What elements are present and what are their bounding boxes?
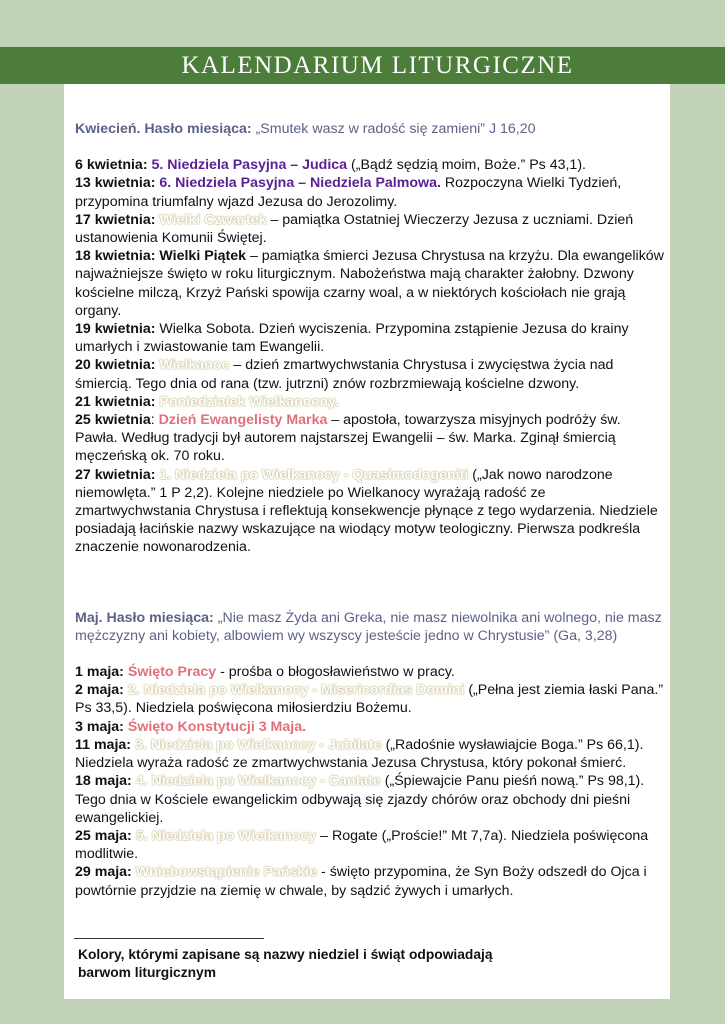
entry-name: 1. Niedziela po Wielkanocy - Quasimodogeniti <box>159 466 469 483</box>
entry-name: 3. Niedziela po Wielkanocy - Jubilate <box>134 736 382 753</box>
entry-text: – pamiątka śmierci Jezusa Chrystusa na krzyżu. Dla ewangelików najważniejsze święto w roku liturgicznym. Nabożeństwa mają charakter żałobny. Dzwony kościelne milczą, Krzyż Pański spowija czarny woal, a w niektórych kościołach nie grają organy. <box>75 248 664 319</box>
entry-text: – dzień zmartwychwstania Chrystusa i zwycięstwa życia nad śmiercią. Tego dnia od rana (tzw. jutrzni) znów rozbrzmiewają kościelne dzwony. <box>75 357 614 392</box>
entry-text: („Radośnie wysławiajcie Boga.” Ps 66,1). Niedziela wyraża radość ze zmartwychwstania Jezusa Chrystusa, który pokonał śmierć. <box>75 736 644 772</box>
entry-date: 27 kwietnia: <box>75 466 156 483</box>
entry-date: 19 kwietnia: <box>75 321 156 338</box>
entry-name: Wielki Piątek <box>159 248 247 265</box>
entry-text: („Śpiewajcie Panu pieśń nową.” Ps 98,1). Tego dnia w Kościele ewangelickim odbywają się zjazdy chórów oraz obchody dni pieśni ewangelickiej. <box>75 773 645 826</box>
entry-text: Wielka Sobota. Dzień wyciszenia. Przypomina zstąpienie Jezusa do krainy umarłych i zwiastowanie tam Ewangelii. <box>75 321 629 356</box>
calendar-entry <box>75 174 665 210</box>
entry-name: Poniedziałek Wielkanocny. <box>159 393 339 410</box>
entry-date: 6 kwietnia: <box>75 157 148 174</box>
entry-name: 5. Niedziela po Wielkanocy <box>135 827 317 844</box>
entry-text: Rozpoczyna Wielki Tydzień, przypomina triumfalny wjazd Jezusa do Jerozolimy. <box>75 175 622 210</box>
calendar-entry <box>75 393 665 411</box>
entry-name: Wielki Czwartek <box>159 211 267 228</box>
footnote-divider <box>74 938 264 939</box>
april-motto-label: Kwiecień. Hasło miesiąca: <box>75 121 252 137</box>
entry-date: 25 kwietnia <box>75 412 151 429</box>
entry-date: 18 kwietnia: <box>75 248 156 265</box>
entry-colon: : <box>150 412 155 429</box>
entry-date: 1 maja: <box>75 664 124 681</box>
entry-text: – apostoła, towarzysza misyjnych podróży św. Pawła. Według tradycji był autorem najstarszej Ewangelii – św. Marka. Zginął śmiercią męczeńską ok. 70 roku. <box>75 412 621 465</box>
april-motto <box>75 120 665 138</box>
entry-date: 20 kwietnia: <box>75 357 156 374</box>
entry-date: 17 kwietnia: <box>75 211 156 228</box>
calendar-entry <box>75 356 665 392</box>
calendar-entry <box>75 681 665 717</box>
entry-text: („Bądź sędzią moim, Boże.” Ps 43,1). <box>347 157 586 174</box>
entry-date: 13 kwietnia: <box>75 175 156 192</box>
may-motto-label: Maj. Hasło miesiąca: <box>75 609 214 626</box>
calendar-entry <box>75 320 665 356</box>
calendar-entry <box>75 863 665 899</box>
calendar-entry <box>75 411 665 466</box>
entry-text: („Jak nowo narodzone niemowlęta.” 1 P 2,2). Kolejne niedziele po Wielkanocy wyrażają radość ze zmartwychwstania Chrystusa i reflektują konsekwencje płynące z tego wydarzenia. Niedziele posiadają łacińskie nazwy wskazujące na wiodący motyw teologiczny. Pierwsza podkreśla znaczenie nowonarodzenia. <box>75 466 658 556</box>
entry-name: Święto Konstytucji 3 Maja. <box>127 718 307 735</box>
entry-date: 18 maja: <box>75 773 132 790</box>
entry-date: 3 maja: <box>75 718 124 735</box>
calendar-entry <box>75 211 665 247</box>
calendar-entry <box>75 247 665 320</box>
entry-name: Dzień Ewangelisty Marka <box>158 412 328 429</box>
entry-name: 2. Niedziela po Wielkanocy - Misericordias Domini <box>127 682 465 699</box>
may-motto <box>75 609 665 645</box>
calendar-entry <box>75 736 665 772</box>
entry-date: 25 maja: <box>75 827 132 844</box>
entry-text: („Pełna jest ziemia łaski Pana.” Ps 33,5). Niedziela poświęcona miłosierdziu Bożemu. <box>75 682 664 717</box>
calendar-entry <box>75 827 665 863</box>
page-title-bar <box>0 47 725 84</box>
entry-name: 6. Niedziela Pasyjna – Niedziela Palmowa. <box>159 175 441 192</box>
may-motto-text: „Nie masz Żyda ani Greka, nie masz niewolnika ani wolnego, nie masz mężczyzny ani kobiety, albowiem wy wszyscy jesteście jedno w Chrystusie” (Ga, 3,28) <box>75 609 662 644</box>
entry-name: 5. Niedziela Pasyjna – Judica <box>151 157 348 174</box>
entry-text: – Rogate („Proście!” Mt 7,7a). Niedziela poświęcona modlitwie. <box>75 827 649 863</box>
entry-name: Święto Pracy <box>127 664 217 681</box>
calendar-entry <box>75 718 665 736</box>
calendar-entry <box>75 466 665 557</box>
entry-text: - święto przypomina, że Syn Boży odszedł do Ojca i powtórnie przyjdzie na ziemię w chwale, by sądzić żywych i umarłych. <box>75 864 647 899</box>
entry-date: 2 maja: <box>75 682 124 699</box>
entry-date: 29 maja: <box>75 864 132 881</box>
entry-name: Wielkanoc <box>159 357 230 374</box>
calendar-entry <box>75 772 665 827</box>
calendar-content <box>75 120 665 900</box>
footnote: Kolory, którymi zapisane są nazwy niedziel i świąt odpowiadają barwom liturgicznym <box>78 947 493 980</box>
calendar-entry <box>75 156 665 174</box>
entry-name: 4. Niedziela po Wielkanocy - Cantate <box>135 773 381 790</box>
entry-text: – pamiątka Ostatniej Wieczerzy Jezusa z uczniami. Dzień ustanowienia Komunii Świętej. <box>75 211 634 247</box>
april-motto-text: „Smutek wasz w radość się zamieni” J 16,20 <box>251 121 536 137</box>
entry-name: Wniebowstąpienie Pańskie <box>135 864 318 881</box>
page-title: KALENDARIUM LITURGICZNE <box>181 52 574 79</box>
entry-text: - prośba o błogosławieństwo w pracy. <box>216 664 455 681</box>
calendar-entry <box>75 663 665 681</box>
entry-date: 21 kwietnia: <box>75 393 156 410</box>
entry-date: 11 maja: <box>75 736 132 753</box>
